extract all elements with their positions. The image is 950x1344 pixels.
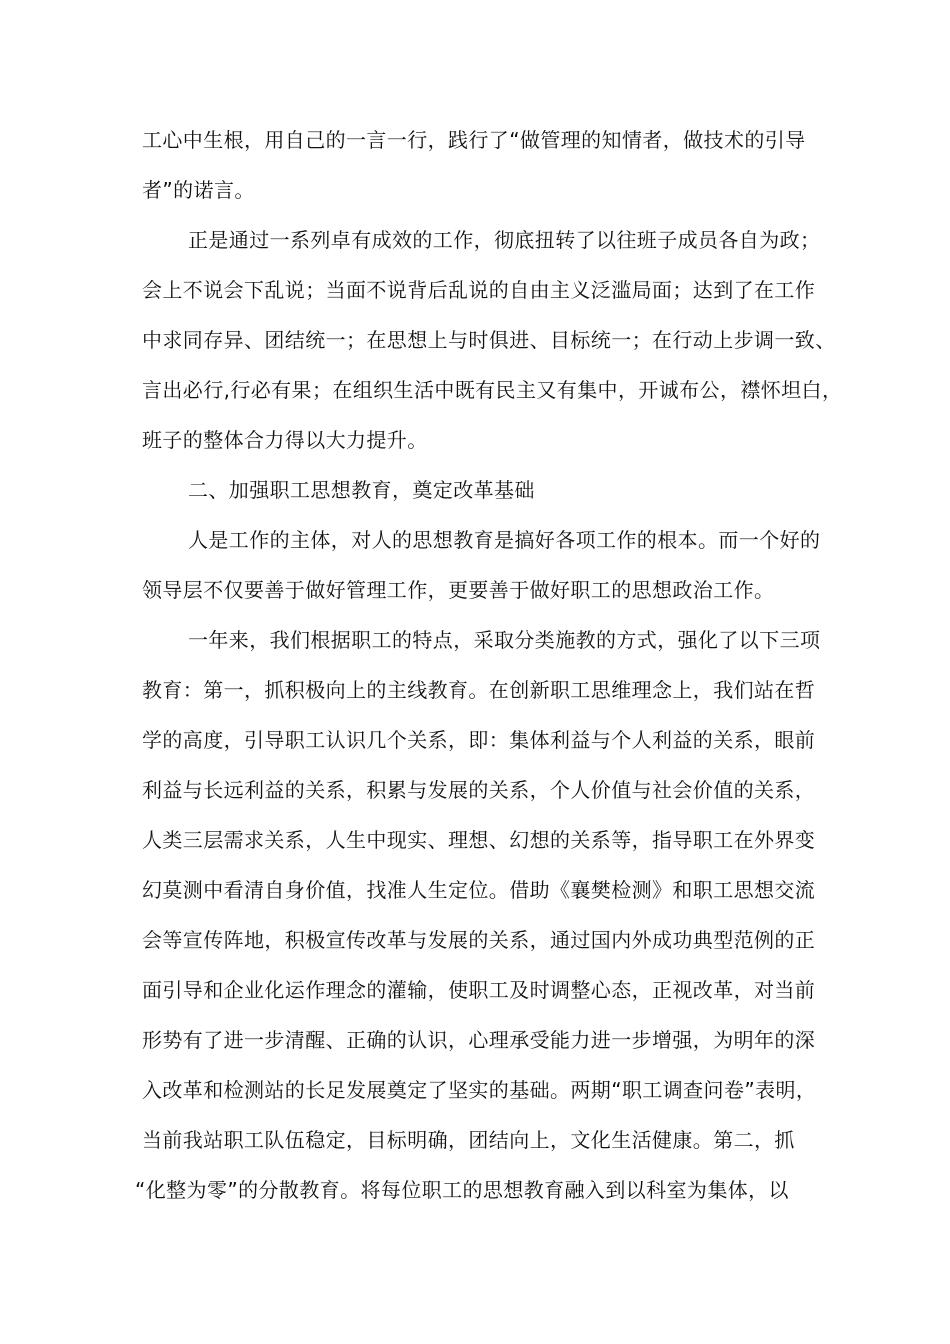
section-heading: 二、加强职工思想教育，奠定改革基础 <box>188 478 535 502</box>
text-line: 正是通过一系列卓有成效的工作，彻底扭转了以往班子成员各自为政； <box>188 228 821 252</box>
text-line: 会上不说会下乱说；当面不说背后乱说的自由主义泛滥局面；达到了在工作 <box>142 278 816 302</box>
text-line: 工心中生根，用自己的一言一行，践行了“做管理的知情者，做技术的引导 <box>142 128 806 152</box>
text-line: 人类三层需求关系，人生中现实、理想、幻想的关系等，指导职工在外界变 <box>142 828 816 852</box>
text-line: 学的高度，引导职工认识几个关系，即：集体利益与个人利益的关系，眼前 <box>142 728 816 752</box>
text-line: 入改革和检测站的长足发展奠定了坚实的基础。两期“职工调查问卷”表明， <box>142 1078 817 1102</box>
text-line: “化整为零”的分散教育。将每位职工的思想教育融入到以科室为集体，以 <box>135 1178 789 1202</box>
text-line: 人是工作的主体，对人的思想教育是搞好各项工作的根本。而一个好的 <box>188 528 821 552</box>
text-line: 中求同存异、团结统一；在思想上与时俱进、目标统一；在行动上步调一致、 <box>142 328 836 352</box>
text-line: 利益与长远利益的关系，积累与发展的关系，个人价值与社会价值的关系， <box>142 778 816 802</box>
text-line: 会等宣传阵地，积极宣传改革与发展的关系，通过国内外成功典型范例的正 <box>142 928 816 952</box>
text-line: 形势有了进一步清醒、正确的认识，心理承受能力进一步增强，为明年的深 <box>142 1028 816 1052</box>
text-line: 教育：第一，抓积极向上的主线教育。在创新职工思维理念上，我们站在哲 <box>142 678 816 702</box>
text-line: 一年来，我们根据职工的特点，采取分类施教的方式，强化了以下三项 <box>188 628 821 652</box>
text-line: 者”的诺言。 <box>142 178 255 202</box>
text-line: 言出必行,行必有果；在组织生活中既有民主又有集中，开诚布公，襟怀坦白， <box>142 378 843 402</box>
text-line: 当前我站职工队伍稳定，目标明确，团结向上，文化生活健康。第二，抓 <box>142 1128 795 1152</box>
text-line: 面引导和企业化运作理念的灌输，使职工及时调整心态，正视改革，对当前 <box>142 978 816 1002</box>
text-line: 班子的整体合力得以大力提升。 <box>142 428 428 452</box>
text-line: 领导层不仅要善于做好管理工作，更要善于做好职工的思想政治工作。 <box>142 578 775 602</box>
text-line: 幻莫测中看清自身价值，找准人生定位。借助《襄樊检测》和职工思想交流 <box>142 878 816 902</box>
